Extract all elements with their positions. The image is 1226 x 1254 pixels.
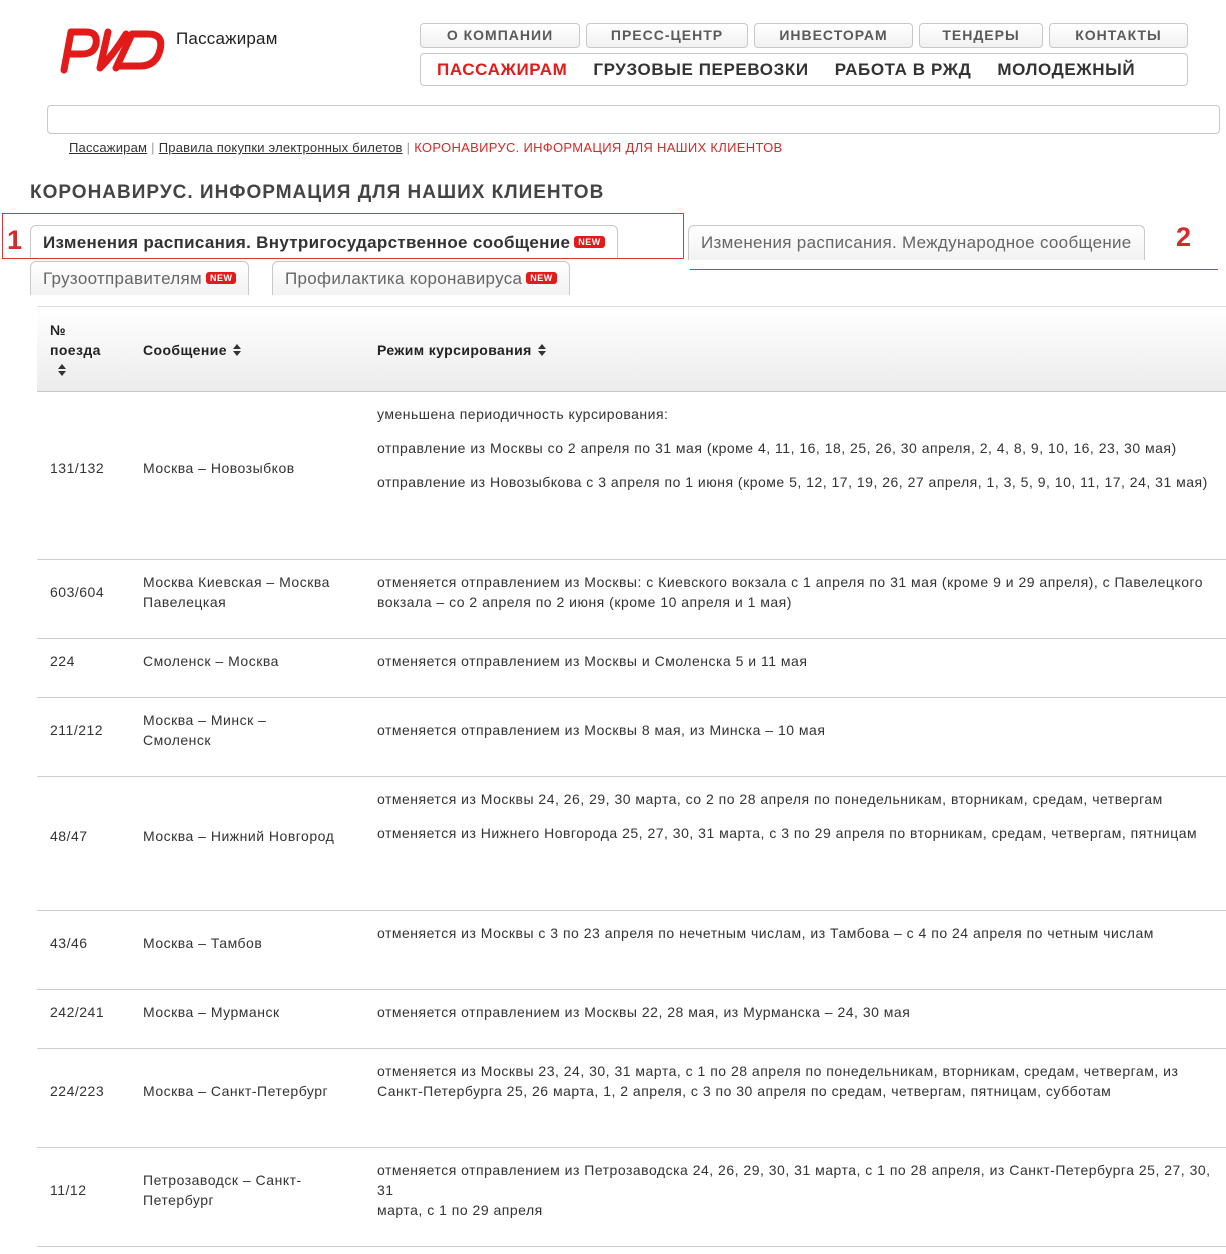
header-label: Режим курсирования — [377, 342, 532, 358]
topnav-contacts[interactable]: КОНТАКТЫ — [1049, 23, 1188, 48]
breadcrumb-separator: | — [151, 140, 155, 155]
mode-line: отменяется из Нижнего Новгорода 25, 27, 30, 31 марта, с 3 по 29 апреля по вторникам, средам, четвергам, пятницам — [377, 825, 1198, 841]
schedule-mode — [377, 1061, 1223, 1101]
mode-line: отменяется отправлением из Москвы: с Киевского вокзала с 1 апреля по 31 мая (кроме 9 и 29 апреля), с Павелецкого вокзала – со 2 апреля по 2 июня (кроме 10 апреля и 1 мая) — [377, 574, 1204, 610]
route: Москва – Санкт-Петербург — [143, 1083, 329, 1099]
new-badge: NEW — [526, 272, 557, 284]
tab-shippers[interactable] — [30, 261, 249, 295]
logo-tagline: Пассажирам — [176, 29, 278, 48]
tab-coronavirus-prevention[interactable] — [272, 261, 570, 295]
schedule-mode — [377, 572, 1223, 612]
mainnav-youth[interactable]: МОЛОДЕЖНЫЙ — [997, 59, 1136, 79]
route: Москва – Нижний Новгород — [143, 828, 335, 844]
main-navigation — [420, 53, 1188, 86]
tab-label: Профилактика коронавируса — [285, 269, 523, 288]
sort-icon[interactable] — [538, 344, 546, 356]
mode-line: отменяется отправлением из Москвы и Смоленска 5 и 11 мая — [377, 653, 808, 669]
mainnav-passengers[interactable]: ПАССАЖИРАМ — [437, 59, 568, 79]
schedule-mode — [377, 651, 1223, 671]
schedule-mode — [377, 923, 1223, 943]
header-train-number[interactable] — [50, 320, 120, 380]
topnav-about[interactable]: О КОМПАНИИ — [420, 23, 580, 48]
rzd-logo[interactable] — [56, 22, 168, 74]
mode-line: отправление из Новозыбкова с 3 апреля по 1 июня (кроме 5, 12, 17, 19, 26, 27 апреля, 1, 3, 5, 9, 10, 11, 17, 24, 31 мая) — [377, 474, 1208, 490]
table-row — [37, 392, 1226, 560]
tab-international-schedule[interactable] — [688, 225, 1145, 260]
search-bar[interactable] — [47, 105, 1220, 134]
schedule-mode — [377, 1002, 1223, 1022]
breadcrumb-passengers-link[interactable]: Пассажирам — [69, 140, 148, 155]
mode-line: уменьшена периодичность курсирования: — [377, 406, 669, 422]
mode-line: отменяется из Москвы 23, 24, 30, 31 марта, с 1 по 28 апреля по понедельникам, вторникам, средам, четвергам, из Санкт-Петербурга 25, 26 марта, 1, 2 апреля, с 3 по 30 апреля по средам, четвергам, пятницам, субботам — [377, 1063, 1179, 1099]
header-label: Сообщение — [143, 342, 227, 358]
tab-label: Изменения расписания. Международное сообщение — [701, 233, 1132, 252]
breadcrumb-separator: | — [406, 140, 411, 155]
route: Москва – Новозыбков — [143, 460, 295, 476]
train-number: 11/12 — [50, 1182, 87, 1198]
train-number: 48/47 — [50, 828, 88, 844]
topnav-investors[interactable]: ИНВЕСТОРАМ — [754, 23, 913, 48]
table-row — [37, 698, 1226, 777]
schedule-mode — [377, 720, 1223, 740]
train-number: 224 — [50, 653, 75, 669]
schedule-mode — [377, 404, 1223, 492]
breadcrumb-eticket-rules-link[interactable]: Правила покупки электронных билетов — [158, 140, 403, 155]
table-row — [37, 990, 1226, 1049]
table-row — [37, 777, 1226, 911]
annotation-underline-2 — [690, 269, 1218, 270]
annotation-marker-1: 1 — [7, 225, 23, 255]
schedule-mode — [377, 789, 1223, 843]
annotation-marker-2: 2 — [1176, 222, 1192, 252]
header-mode[interactable] — [377, 340, 546, 360]
tab-label: Изменения расписания. Внутригосударственное сообщение — [43, 233, 571, 252]
train-number: 242/241 — [50, 1004, 105, 1020]
train-number: 211/212 — [50, 722, 104, 738]
table-row — [37, 1148, 1226, 1247]
route: Москва – Минск – Смоленск — [143, 712, 267, 748]
route: Петрозаводск – Санкт-Петербург — [143, 1172, 302, 1208]
topnav-press[interactable]: ПРЕСС-ЦЕНТР — [586, 23, 748, 48]
table-row — [37, 1049, 1226, 1148]
sort-icon[interactable] — [58, 364, 66, 376]
route: Москва – Мурманск — [143, 1004, 280, 1020]
tab-label: Грузоотправителям — [43, 269, 202, 288]
table-row — [37, 911, 1226, 990]
mode-line: отменяется из Москвы 24, 26, 29, 30 марта, со 2 по 28 апреля по понедельникам, вторникам, средам, четвергам — [377, 791, 1163, 807]
train-number: 224/223 — [50, 1083, 105, 1099]
train-number: 603/604 — [50, 584, 105, 600]
route: Москва Киевская – Москва Павелецкая — [143, 574, 330, 610]
new-badge: NEW — [574, 236, 605, 248]
mode-line: отправление из Москвы со 2 апреля по 31 мая (кроме 4, 11, 16, 18, 25, 26, 30 апреля, 2, 4, 8, 9, 10, 16, 23, 30 мая) — [377, 440, 1177, 456]
new-badge: NEW — [206, 272, 237, 284]
table-header — [37, 306, 1226, 392]
header-route[interactable] — [143, 340, 241, 360]
header-label: № поезда — [50, 322, 101, 358]
breadcrumb-current: КОРОНАВИРУС. ИНФОРМАЦИЯ ДЛЯ НАШИХ КЛИЕНТОВ — [414, 140, 783, 155]
topnav-tenders[interactable]: ТЕНДЕРЫ — [919, 23, 1043, 48]
top-navigation — [420, 23, 1188, 48]
table-row — [37, 560, 1226, 639]
train-number: 43/46 — [50, 935, 88, 951]
sort-icon[interactable] — [233, 344, 241, 356]
mode-line: отменяется отправлением из Москвы 22, 28 мая, из Мурманска – 24, 30 мая — [377, 1004, 911, 1020]
route: Москва – Тамбов — [143, 935, 263, 951]
mainnav-freight[interactable]: ГРУЗОВЫЕ ПЕРЕВОЗКИ — [593, 59, 809, 79]
route: Смоленск – Москва — [143, 653, 279, 669]
breadcrumb — [69, 140, 782, 155]
page-title: КОРОНАВИРУС. ИНФОРМАЦИЯ ДЛЯ НАШИХ КЛИЕНТОВ — [30, 182, 605, 203]
train-number: 131/132 — [50, 460, 105, 476]
annotation-box-1 — [2, 213, 684, 259]
mode-line: отменяется отправлением из Петрозаводска 24, 26, 29, 30, 31 марта, с 1 по 28 апреля, из Санкт-Петербурга 25, 27, 30, 31 — [377, 1162, 1211, 1198]
mainnav-careers[interactable]: РАБОТА В РЖД — [834, 59, 972, 79]
table-row — [37, 639, 1226, 698]
mode-line: отменяется из Москвы с 3 по 23 апреля по нечетным числам, из Тамбова – с 4 по 24 апреля по четным числам — [377, 925, 1154, 941]
schedule-mode — [377, 1160, 1223, 1220]
mode-line: марта, с 1 по 29 апреля — [377, 1202, 543, 1218]
mode-line: отменяется отправлением из Москвы 8 мая, из Минска – 10 мая — [377, 722, 826, 738]
